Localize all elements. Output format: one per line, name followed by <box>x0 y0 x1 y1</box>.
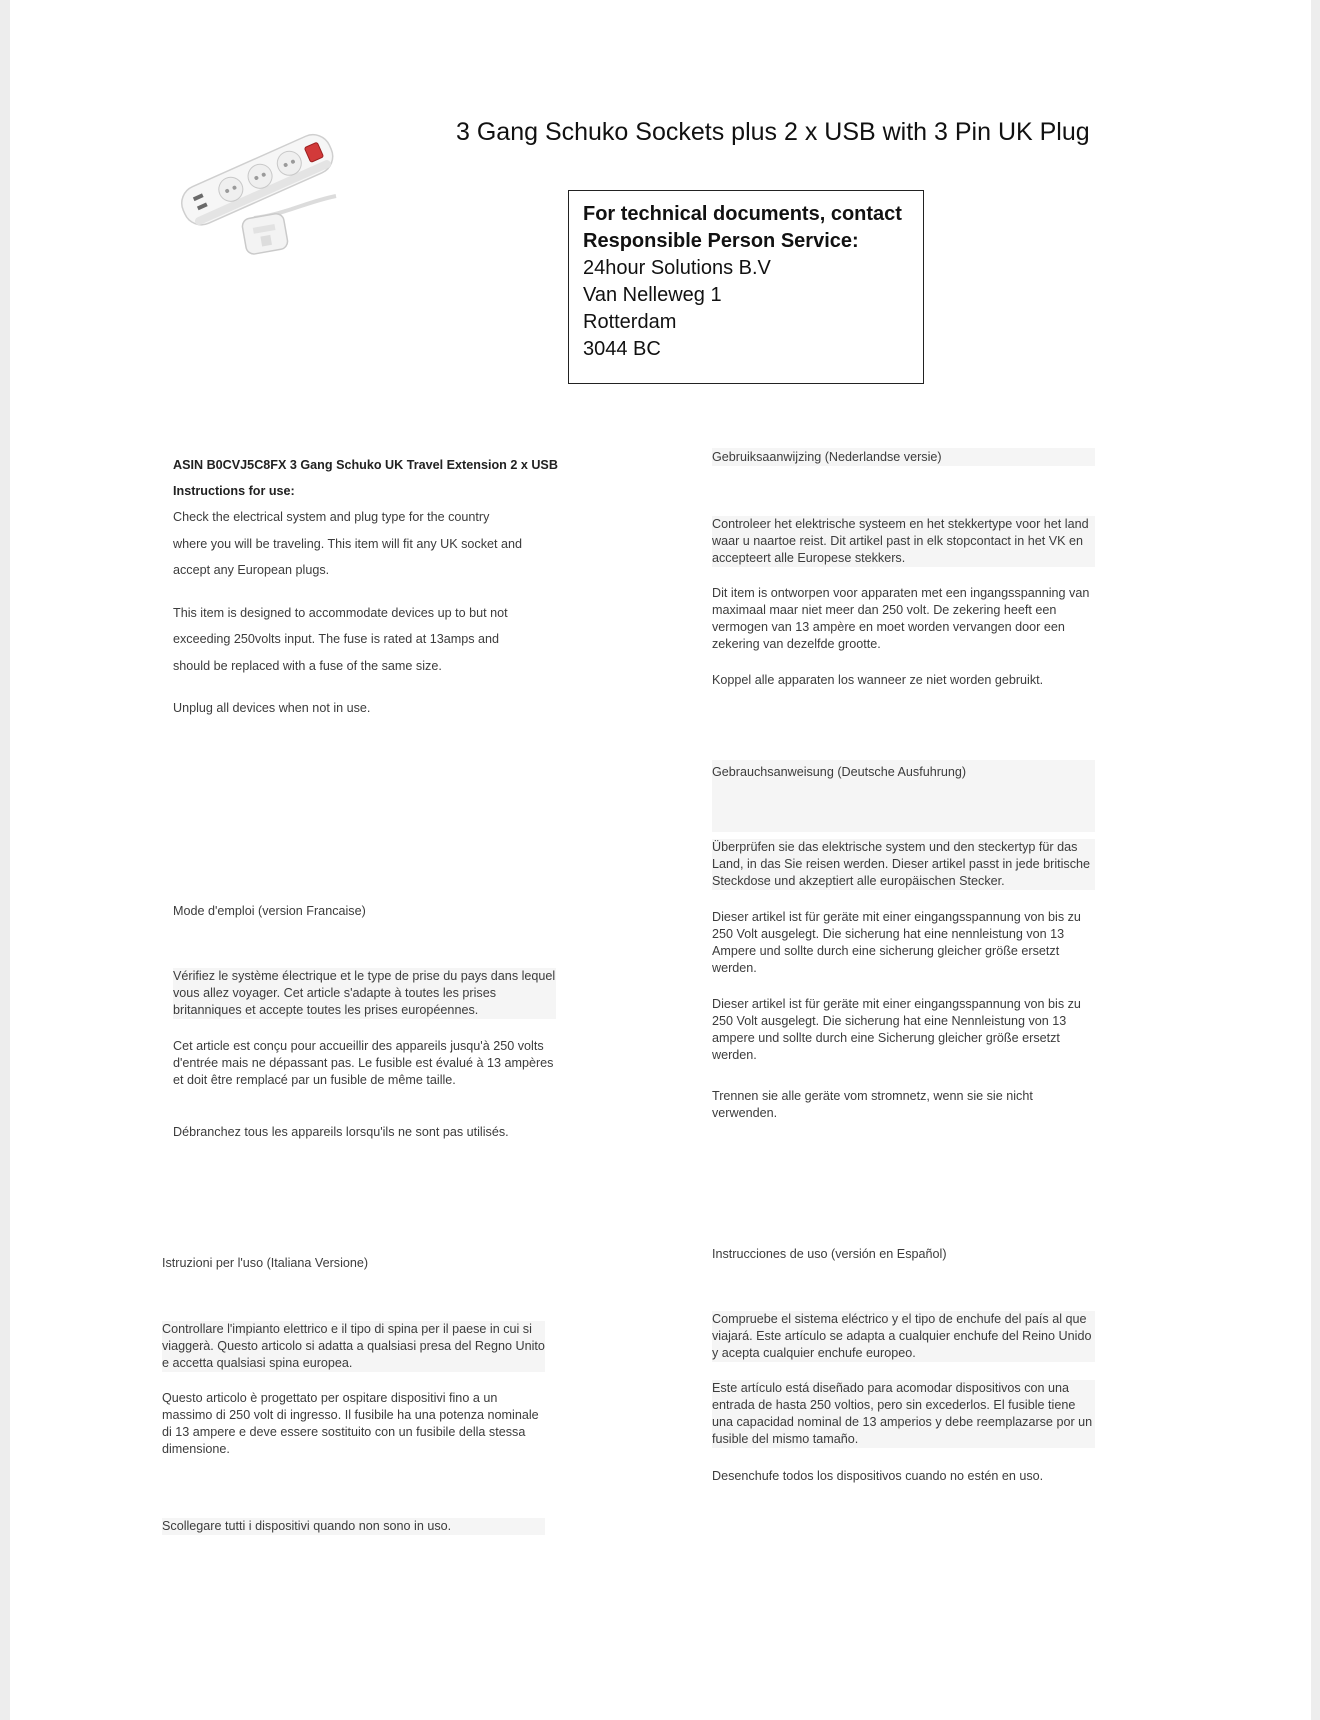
dutch-paragraph-3: Koppel alle apparaten los wanneer ze niet worden gebruikt. <box>712 673 1044 687</box>
text-line: exceeding 250volts input. The fuse is rated at 13amps and <box>173 632 500 646</box>
text-line: accept any European plugs. <box>173 563 330 577</box>
english-paragraph-2 <box>173 600 573 680</box>
contact-city: Rotterdam <box>583 311 677 333</box>
text-line: This item is designed to accommodate devices up to but not <box>173 605 508 620</box>
spanish-paragraph-2: Este artículo está diseñado para acomodar dispositivos con una entrada de hasta 250 voltios, pero sin excederlos. El fusible tiene una capacidad nominal de 13 amperios y debe reemplazarse por un fusible del mismo tamaño. <box>712 1380 1095 1448</box>
german-paragraph-4: Trennen sie alle geräte vom stromnetz, wenn sie sie nicht verwenden. <box>712 1089 1033 1120</box>
french-paragraph-2: Cet article est conçu pour accueillir des appareils jusqu'à 250 volts d'entrée mais ne dépassant pas. Le fusible est évalué à 13 ampères et doit être remplacé par un fusible de même taille. <box>173 1039 554 1087</box>
english-heading: Instructions for use: <box>173 484 295 498</box>
dutch-heading: Gebruiksaanwijzing (Nederlandse versie) <box>712 448 1095 466</box>
dutch-paragraph-2: Dit item is ontworpen voor apparaten met een ingangsspanning van maximaal maar niet meer dan 250 volt. De zekering heeft een vermogen van 13 ampère en moet worden vervangen door een zekering van dezelfde grootte. <box>712 586 1090 651</box>
contact-postcode: 3044 BC <box>583 338 661 360</box>
german-paragraph-2: Dieser artikel ist für geräte mit einer eingangsspannung von bis zu 250 Volt ausgelegt. Die sicherung hat eine nennleistung von 13 Ampere und sollte durch eine sicherung gleicher größe ersetzt werden. <box>712 910 1081 975</box>
spanish-heading: Instrucciones de uso (versión en Español) <box>712 1247 947 1261</box>
page-title: 3 Gang Schuko Sockets plus 2 x USB with 3 Pin UK Plug <box>456 118 1090 146</box>
italian-paragraph-2: Questo articolo è progettato per ospitare dispositivi fino a un massimo di 250 volt di ingresso. Il fusibile ha una potenza nominale di 13 ampere e deve essere sostituito con un fusibile della stessa dimensione. <box>162 1391 539 1456</box>
french-paragraph-3: Débranchez tous les appareils lorsqu'ils ne sont pas utilisés. <box>173 1125 509 1139</box>
italian-paragraph-3: Scollegare tutti i dispositivi quando non sono in uso. <box>162 1518 545 1535</box>
german-paragraph-1: Überprüfen sie das elektrische system und den steckertyp für das Land, in das Sie reisen werden. Dieser artikel passt in jede britische Steckdose und akzeptiert alle europäischen Stecker. <box>712 839 1095 890</box>
text-line: should be replaced with a fuse of the same size. <box>173 658 442 673</box>
italian-paragraph-1: Controllare l'impianto elettrico e il tipo di spina per il paese in cui si viaggerà. Questo articolo si adatta a qualsiasi presa del Regno Unito e accetta qualsiasi spina europea. <box>162 1322 545 1370</box>
extension-lead-icon <box>176 122 346 262</box>
contact-box <box>568 190 924 384</box>
french-heading: Mode d'emploi (version Francaise) <box>173 904 366 918</box>
contact-heading-line2: Responsible Person Service: <box>583 230 859 252</box>
contact-street: Van Nelleweg 1 <box>583 284 722 306</box>
english-paragraph-1 <box>173 504 573 584</box>
text-line: where you will be traveling. This item will fit any UK socket and <box>173 536 523 551</box>
text-line: Check the electrical system and plug type for the country <box>173 510 490 524</box>
document-page <box>10 0 1311 1720</box>
english-paragraph-3: Unplug all devices when not in use. <box>173 701 371 715</box>
contact-heading-line1: For technical documents, contact <box>583 203 902 225</box>
contact-company: 24hour Solutions B.V <box>583 257 771 279</box>
german-heading: Gebrauchsanweisung (Deutsche Ausfuhrung) <box>712 765 967 779</box>
asin-line: ASIN B0CVJ5C8FX 3 Gang Schuko UK Travel Extension 2 x USB <box>173 458 558 472</box>
dutch-paragraph-1: Controleer het elektrische systeem en het stekkertype voor het land waar u naartoe reist. Dit artikel past in elk stopcontact in het VK en accepteert alle Europese stekkers. <box>712 516 1095 567</box>
english-instructions <box>173 452 573 722</box>
spanish-paragraph-1: Compruebe el sistema eléctrico y el tipo de enchufe del país al que viajará. Este artículo se adapta a cualquier enchufe del Reino Unido y acepta cualquier enchufe europeo. <box>712 1311 1095 1362</box>
italian-heading: Istruzioni per l'uso (Italiana Versione) <box>162 1256 369 1270</box>
german-paragraph-3: Dieser artikel ist für geräte mit einer eingangsspannung von bis zu 250 Volt ausgelegt. Die sicherung hat eine Nennleistung von 13 ampere und sollte durch eine Sicherung gleicher größe ersetzt werden. <box>712 997 1081 1062</box>
spanish-paragraph-3: Desenchufe todos los dispositivos cuando no estén en uso. <box>712 1469 1044 1483</box>
french-paragraph-1: Vérifiez le système électrique et le type de prise du pays dans lequel vous allez voyager. Cet article s'adapte à toutes les prises britanniques et accepte toutes les prises européennes. <box>173 969 556 1017</box>
